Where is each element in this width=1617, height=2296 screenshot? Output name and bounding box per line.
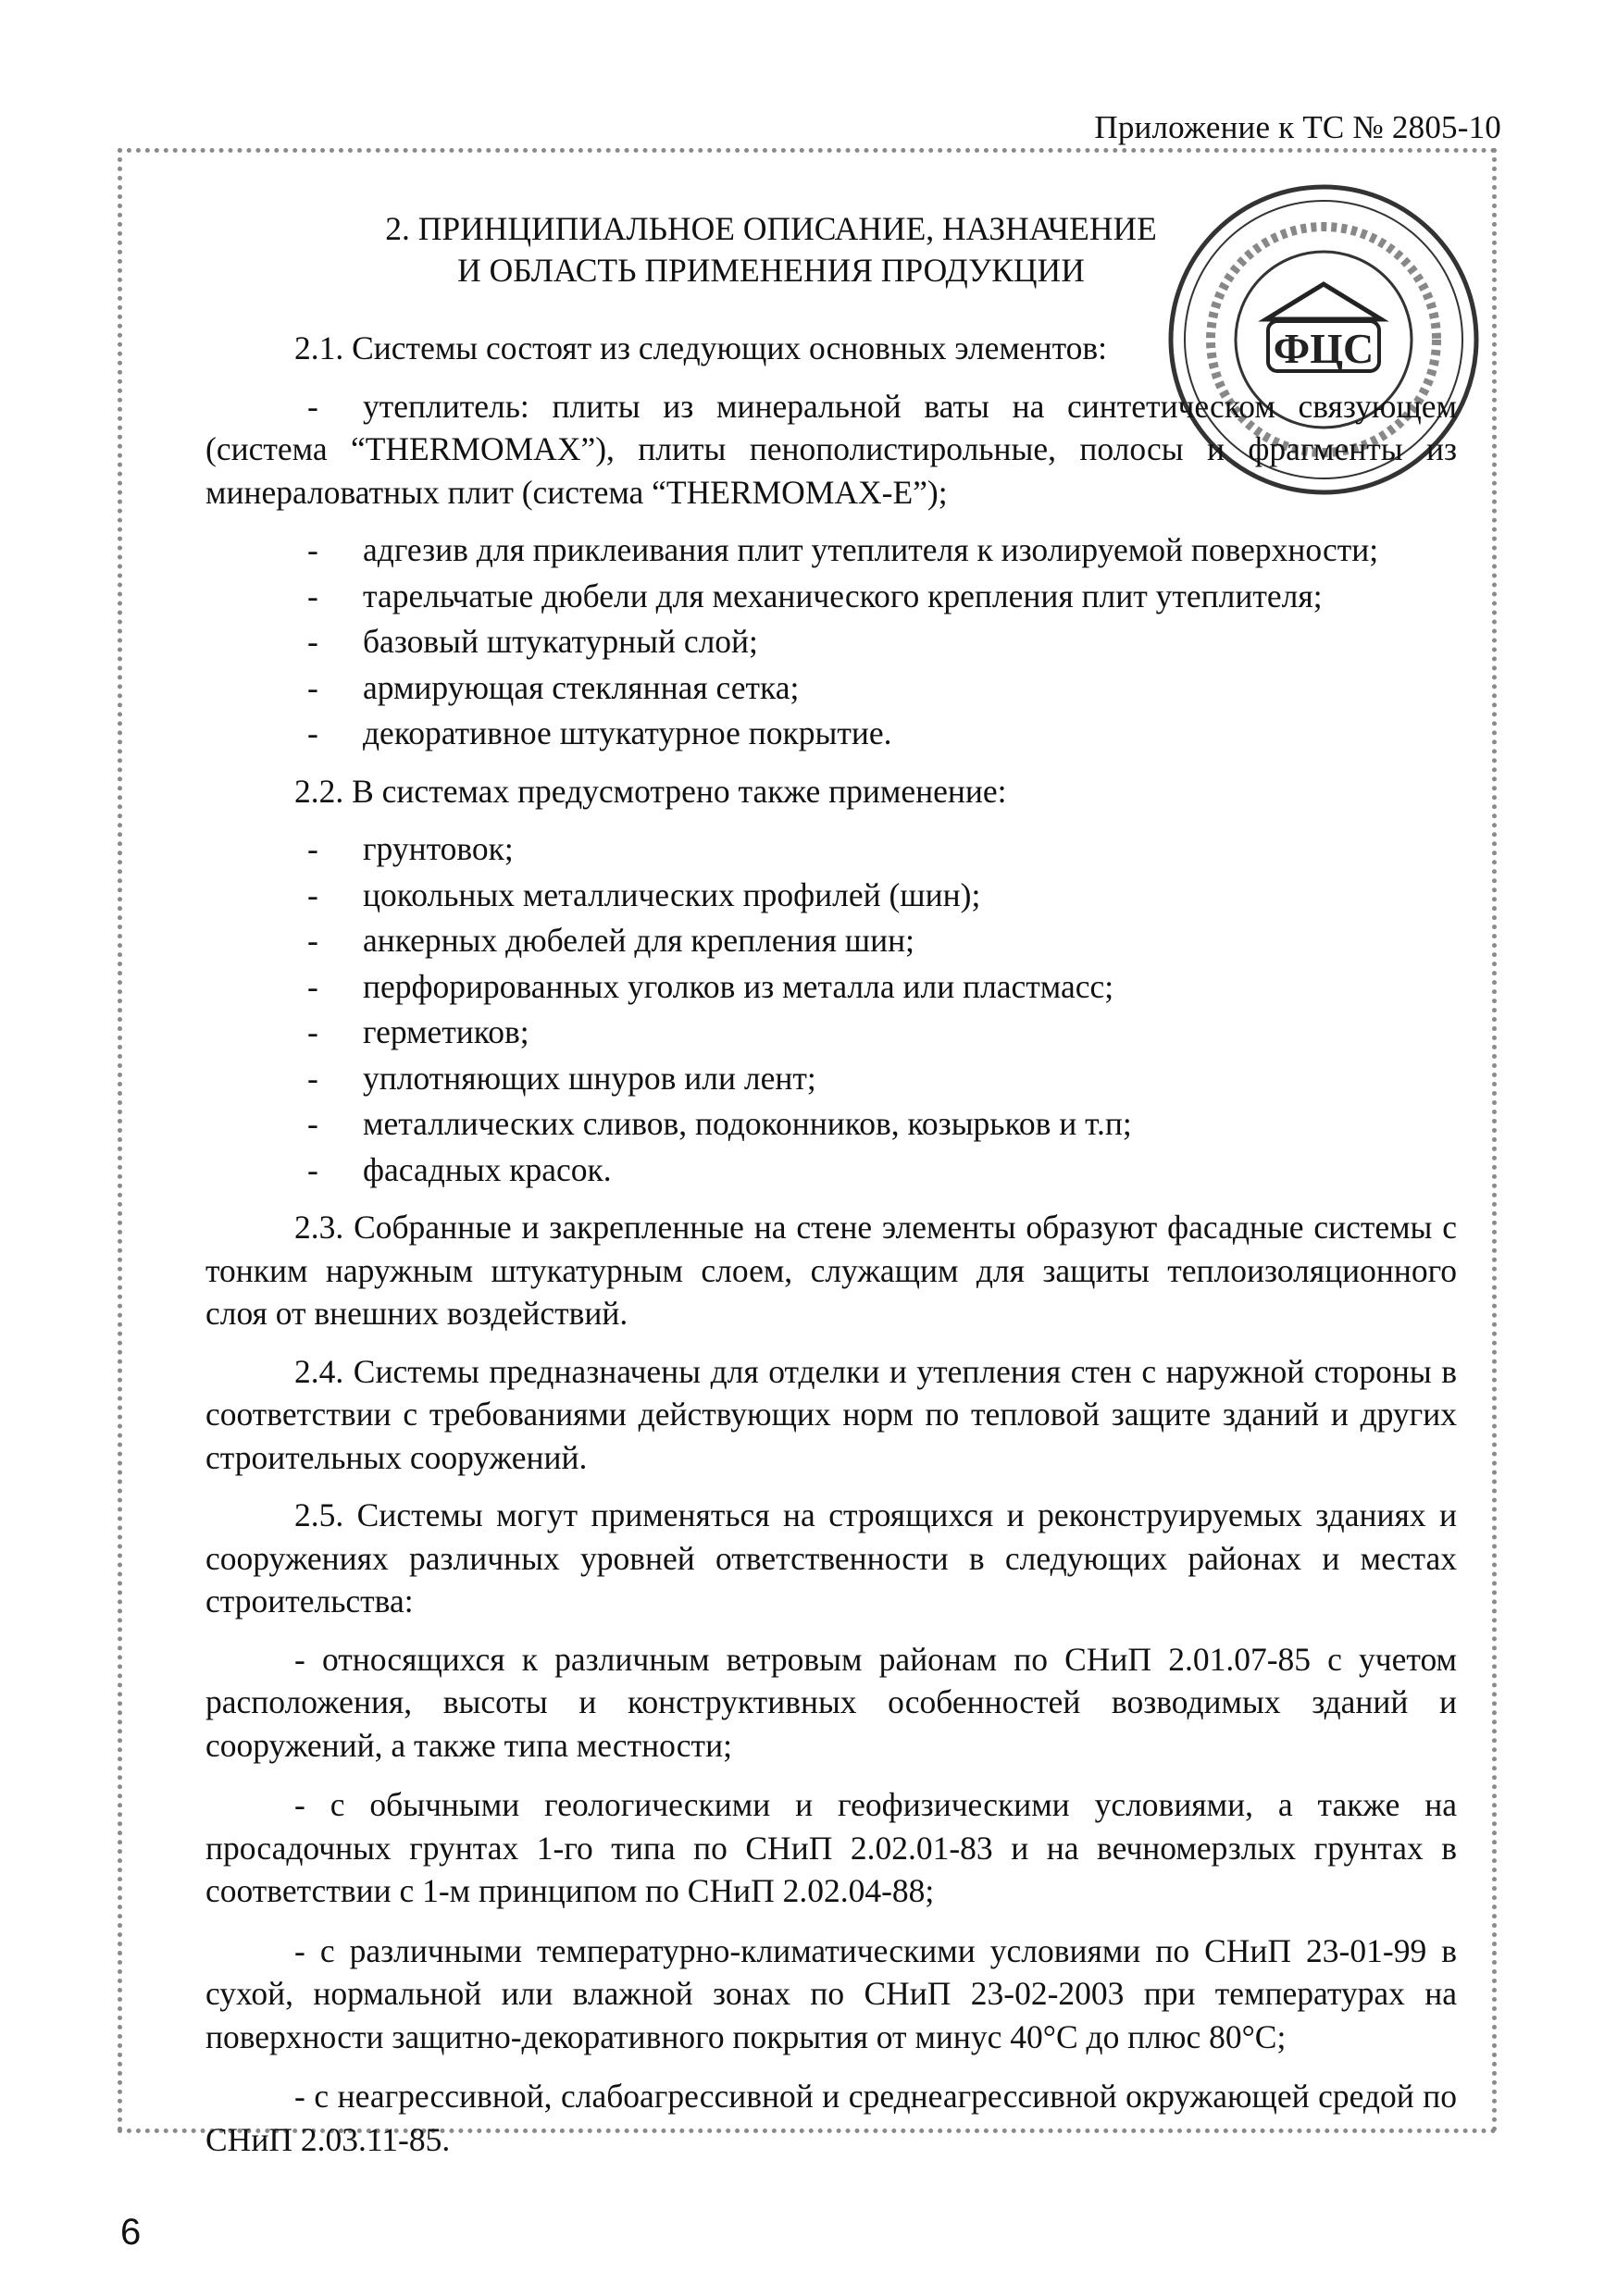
section-title-line2: И ОБЛАСТЬ ПРИМЕНЕНИЯ ПРОДУКЦИИ [457, 252, 1085, 289]
list-item: - перфорированных уголков из металла или пластмасс; [307, 967, 1114, 1005]
list-item: - утеплитель: плиты из минеральной ваты на синтетическом связующем (система “THERMOMAX”), плиты пенополистирольные, полосы и фрагменты из минераловатных плит (система “THERMOMAX-E”); [205, 387, 1457, 511]
list-item: - анкерных дюбелей для крепления шин; [307, 922, 914, 959]
list-item: - цокольных металлических профилей (шин); [307, 875, 981, 913]
p24: 2.4. Системы предназначены для отделки и утепления стен с наружной стороны в соответствии с требованиями действующих норм по тепловой защите зданий и других строительных сооружений. [205, 1352, 1457, 1476]
section-title [205, 208, 1457, 292]
list-item: - армирующая стеклянная сетка; [307, 668, 800, 706]
p22-list [205, 827, 1457, 1191]
p21-list [205, 385, 1457, 515]
page-number: 6 [120, 2212, 142, 2253]
p21-intro: 2.1. Системы состоят из следующих основных элементов: [294, 329, 1108, 366]
p22-intro: 2.2. В системах предусмотрено также применение: [294, 772, 1007, 810]
list-item: - базовый штукатурный слой; [307, 623, 758, 660]
p25-item: - с обычными геологическими и геофизическими условиями, а также на просадочных грунтах 1-го типа по СНиП 2.02.01-83 и на вечномерзлых грунтах в соответствии с 1-м принципом по СНиП 2.02.04-88; [205, 1786, 1457, 1909]
p21-list-rest [205, 528, 1457, 755]
list-item: - герметиков; [307, 1013, 529, 1050]
list-item: - фасадных красок. [307, 1150, 612, 1188]
list-item: - металлических сливов, подоконников, козырьков и т.п; [307, 1105, 1132, 1142]
p25-item: - с неагрессивной, слабоагрессивной и среднеагрессивной окружающей средой по СНиП 2.03.11-85. [205, 2078, 1457, 2158]
list-item: - грунтовок; [307, 830, 514, 867]
list-item: - уплотняющих шнуров или лент; [307, 1059, 816, 1097]
appendix-header: Приложение к ТС № 2805-10 [1094, 109, 1501, 145]
p25-intro: 2.5. Системы могут применяться на строящихся и реконструируемых зданиях и сооружениях различных уровней ответственности в следующих районах и местах строительства: [205, 1496, 1457, 1620]
p25-item: - относящихся к различным ветровым районам по СНиП 2.01.07-85 с учетом расположения, высоты и конструктивных особенностей возводимых зданий и сооружений, а также типа местности; [205, 1640, 1457, 1764]
document-body [205, 208, 1457, 2178]
p23: 2.3. Собранные и закрепленные на стене элементы образуют фасадные системы с тонким наружным штукатурным слоем, служащим для защиты теплоизоляционного слоя от внешних воздействий. [205, 1209, 1457, 1332]
list-item: - тарельчатые дюбели для механического крепления плит утеплителя; [307, 577, 1323, 614]
seal-abbr: ФЦС [1273, 325, 1374, 372]
p25-item: - с различными температурно-климатическими условиями по СНиП 23-01-99 в сухой, нормальной или влажной зонах по СНиП 23-02-2003 при температурах на поверхности защитно-декоративного покрытия от минус 40°С до плюс 80°С; [205, 1931, 1457, 2055]
section-title-line1: 2. ПРИНЦИПИАЛЬНОЕ ОПИСАНИЕ, НАЗНАЧЕНИЕ [385, 210, 1157, 247]
list-item: - адгезив для приклеивания плит утеплителя к изолируемой поверхности; [307, 531, 1379, 568]
list-item: - декоративное штукатурное покрытие. [307, 714, 892, 751]
